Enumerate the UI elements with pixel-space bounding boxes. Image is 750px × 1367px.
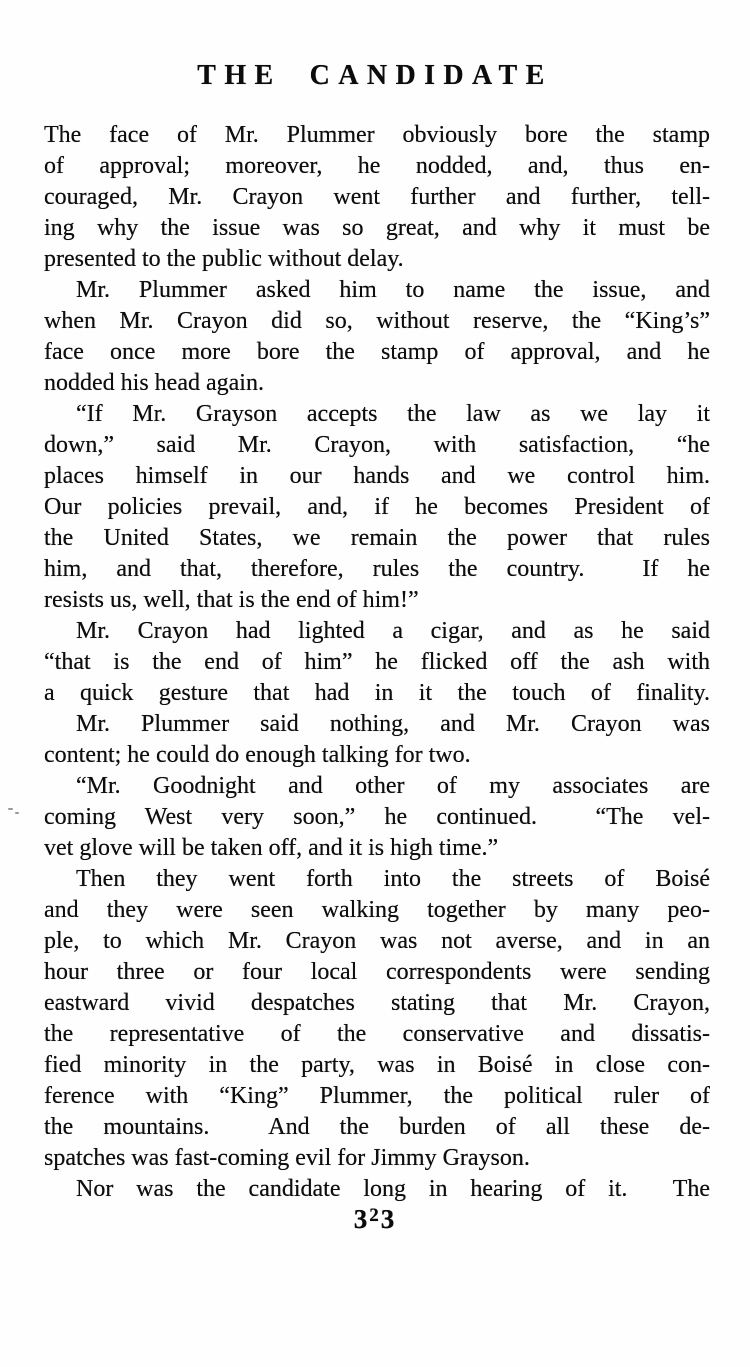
paragraph [44,120,710,275]
text-line: fied minority in the party, was in Boisé in close con- [44,1052,710,1078]
text-line: the representative of the conservative and dissatis- [44,1021,710,1047]
text-line: vet glove will be taken off, and it is high time.” [44,835,499,861]
scan-speckle [15,812,19,814]
text-line: “that is the end of him” he flicked off the ash with [44,649,710,675]
text-line: down,” said Mr. Crayon, with satisfaction, “he [44,432,710,458]
text-line: Our policies prevail, and, if he becomes President of [44,494,710,520]
text-line: Then they went forth into the streets of Boisé [76,866,710,892]
page-number-digit: 3 [380,1204,397,1234]
text-line: and they were seen walking together by many peo- [44,897,710,923]
text-line: presented to the public without delay. [44,246,404,272]
text-line: of approval; moreover, he nodded, and, thus en- [44,153,710,179]
paragraph [44,709,710,771]
text-line: “Mr. Goodnight and other of my associates are [76,773,710,799]
text-line: the United States, we remain the power that rules [44,525,710,551]
text-line: the mountains. And the burden of all these de- [44,1114,710,1140]
scan-speckle [8,808,13,810]
text-line: ference with “King” Plummer, the political ruler of [44,1083,710,1109]
page-title: THE CANDIDATE [197,60,553,91]
text-line: The face of Mr. Plummer obviously bore the stamp [44,122,710,148]
text-line: resists us, well, that is the end of him!” [44,587,419,613]
text-line: couraged, Mr. Crayon went further and further, tell- [44,184,710,210]
paragraph [44,771,710,864]
text-line: face once more bore the stamp of approval, and he [44,339,710,365]
paragraph [44,864,710,1174]
page-number-digit-raised: 2 [369,1205,381,1226]
text-line: when Mr. Crayon did so, without reserve, the “King’s” [44,308,710,334]
text-line: “If Mr. Grayson accepts the law as we lay it [76,401,710,427]
text-line: spatches was fast-coming evil for Jimmy Grayson. [44,1145,530,1171]
page-number-digit: 3 [353,1204,370,1234]
text-line: eastward vivid despatches stating that Mr. Crayon, [44,990,710,1016]
text-line: places himself in our hands and we control him. [44,463,710,489]
text-line: ple, to which Mr. Crayon was not averse, and in an [44,928,710,954]
text-line: ing why the issue was so great, and why it must be [44,215,710,241]
text-line: him, and that, therefore, rules the country. If he [44,556,710,582]
paragraph [44,275,710,399]
text-line: nodded his head again. [44,370,264,396]
text-line: Nor was the candidate long in hearing of it. The [76,1176,710,1202]
text-line: content; he could do enough talking for two. [44,742,471,768]
text-line: a quick gesture that had in it the touch of finality. [44,680,710,706]
text-line: Mr. Plummer asked him to name the issue, and [76,277,710,303]
text-line: Mr. Plummer said nothing, and Mr. Crayon was [76,711,710,737]
page-number [0,1204,750,1235]
text-line: coming West very soon,” he continued. “The vel- [44,804,710,830]
text-line: Mr. Crayon had lighted a cigar, and as he said [76,618,710,644]
text-line: hour three or four local correspondents were sending [44,959,710,985]
body-text [44,120,710,1205]
paragraph [44,1174,710,1205]
paragraph [44,399,710,616]
paragraph [44,616,710,709]
